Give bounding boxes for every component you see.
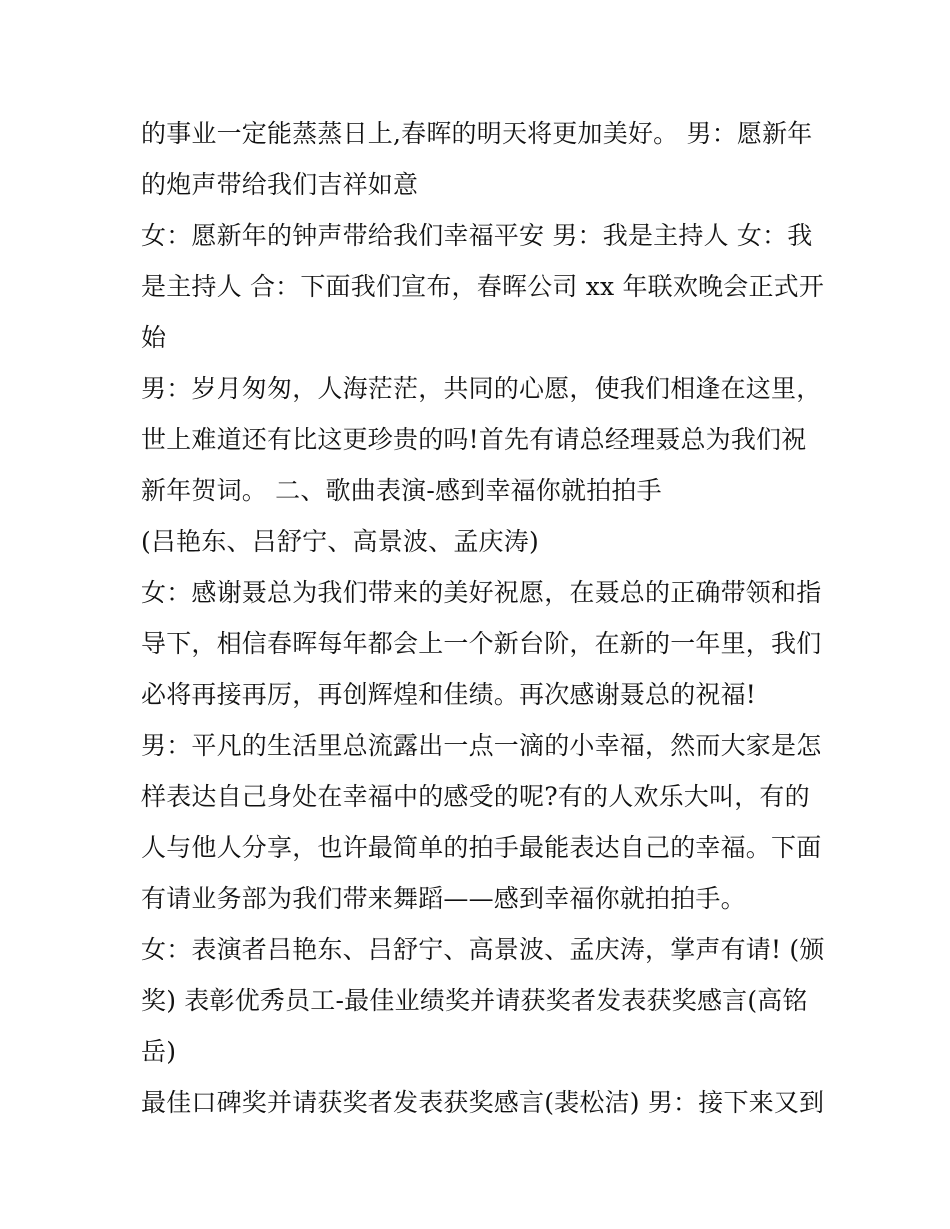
text-line: 的事业一定能蒸蒸日上,春晖的明天将更加美好。 男：愿新年 [141,119,813,148]
text-line: 最佳口碑奖并请获奖者发表获奖感言(裴松洁) 男：接下来又到 [141,1088,825,1117]
text-line: 男：平凡的生活里总流露出一点一滴的小幸福，然而大家是怎 [141,731,822,760]
text-line: 必将再接再厉，再创辉煌和佳绩。再次感谢聂总的祝福! [141,680,757,709]
document-body [141,108,825,1128]
text-line: (吕艳东、吕舒宁、高景波、孟庆涛) [141,527,539,556]
text-line: 人与他人分享，也许最简单的拍手最能表达自己的幸福。下面 [141,833,822,862]
text-line: 奖) 表彰优秀员工-最佳业绩奖并请获奖者发表获奖感言(高铭 [141,986,808,1015]
text-line: 岳) [141,1037,177,1066]
text-line: 导下，相信春晖每年都会上一个新台阶，在新的一年里，我们 [141,629,822,658]
text-line: 女：感谢聂总为我们带来的美好祝愿，在聂总的正确带领和指 [141,578,822,607]
text-line: 的炮声带给我们吉祥如意 [141,170,419,199]
text-line: 世上难道还有比这更珍贵的吗!首先有请总经理聂总为我们祝 [141,425,807,454]
text-line: 始 [141,323,167,352]
text-line: 新年贺词。 二、歌曲表演-感到幸福你就拍拍手 [141,476,662,505]
text-line: 女：表演者吕艳东、吕舒宁、高景波、孟庆涛，掌声有请! (颁 [141,935,825,964]
text-line: 是主持人 合：下面我们宣布，春晖公司 xx 年联欢晚会正式开 [141,272,825,301]
text-line: 有请业务部为我们带来舞蹈——感到幸福你就拍拍手。 [141,884,746,913]
text-line: 男：岁月匆匆，人海茫茫，共同的心愿，使我们相逢在这里， [141,374,822,403]
text-line: 女：愿新年的钟声带给我们幸福平安 男：我是主持人 女：我 [141,221,813,250]
text-line: 样表达自己身处在幸福中的感受的呢?有的人欢乐大叫，有的 [141,782,810,811]
